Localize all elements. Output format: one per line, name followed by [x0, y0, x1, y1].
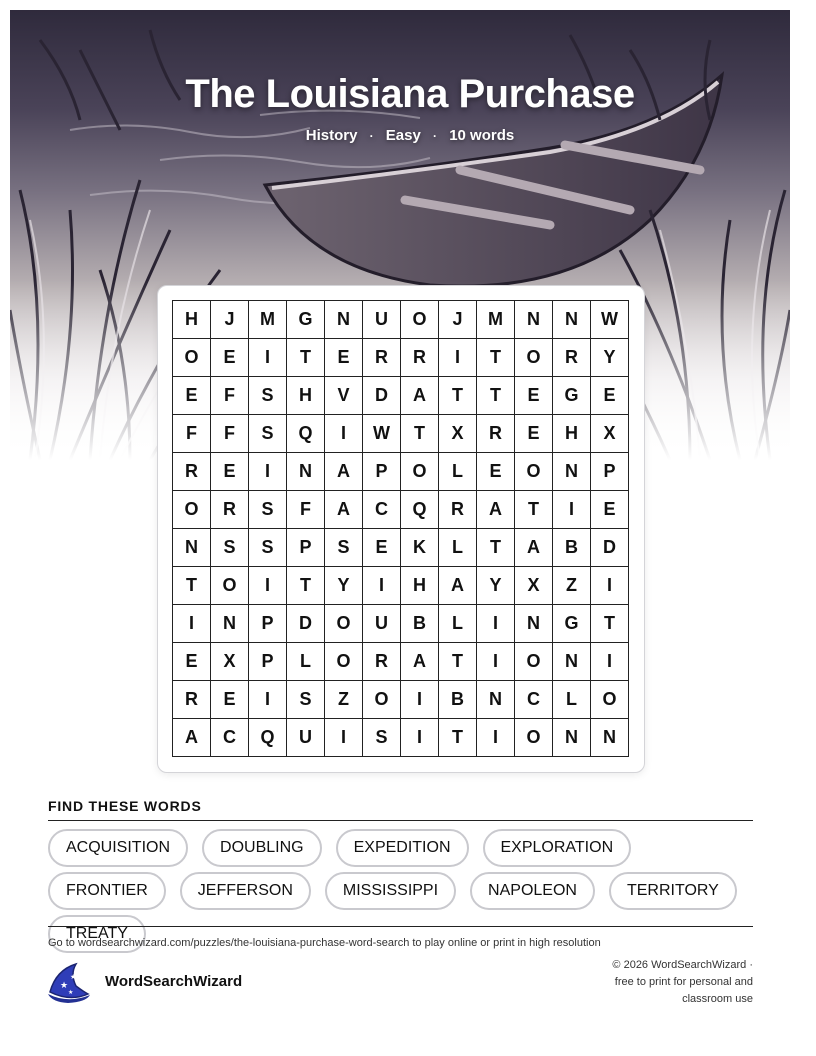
- page-title: The Louisiana Purchase: [185, 72, 635, 116]
- grid-cell[interactable]: E: [211, 453, 249, 491]
- grid-cell[interactable]: C: [363, 491, 401, 529]
- word-pill: TREATY: [48, 915, 146, 953]
- grid-cell[interactable]: I: [249, 339, 287, 377]
- svg-text:★: ★: [60, 981, 69, 991]
- puzzle-meta: [10, 127, 790, 144]
- grid-cell[interactable]: I: [477, 719, 515, 757]
- grid-cell[interactable]: O: [515, 719, 553, 757]
- grid-cell[interactable]: N: [211, 605, 249, 643]
- grid-cell[interactable]: A: [439, 567, 477, 605]
- grid-cell[interactable]: T: [401, 415, 439, 453]
- grid-cell[interactable]: E: [591, 491, 629, 529]
- grid-cell[interactable]: P: [249, 605, 287, 643]
- grid-cell[interactable]: M: [477, 301, 515, 339]
- grid-cell[interactable]: V: [325, 377, 363, 415]
- grid-cell[interactable]: S: [325, 529, 363, 567]
- grid-cell[interactable]: L: [287, 643, 325, 681]
- grid-cell[interactable]: O: [591, 681, 629, 719]
- grid-cell[interactable]: S: [249, 377, 287, 415]
- word-pill: JEFFERSON: [180, 872, 311, 910]
- grid-cell[interactable]: T: [477, 339, 515, 377]
- grid-cell[interactable]: W: [591, 301, 629, 339]
- footer-url-text: Go to wordsearchwizard.com/puzzles/the-louisiana-purchase-word-search to play online or print in high resolution: [48, 937, 601, 949]
- grid-cell[interactable]: I: [249, 453, 287, 491]
- grid-cell[interactable]: T: [591, 605, 629, 643]
- meta-separator: ·: [433, 129, 438, 143]
- grid-cell[interactable]: H: [553, 415, 591, 453]
- grid-cell[interactable]: O: [363, 681, 401, 719]
- grid-cell[interactable]: I: [325, 719, 363, 757]
- grid-cell[interactable]: O: [173, 491, 211, 529]
- grid-cell[interactable]: T: [173, 567, 211, 605]
- grid-cell[interactable]: J: [211, 301, 249, 339]
- grid-cell[interactable]: N: [553, 719, 591, 757]
- grid-cell[interactable]: B: [439, 681, 477, 719]
- grid-cell[interactable]: E: [515, 415, 553, 453]
- word-pill: EXPEDITION: [336, 829, 469, 867]
- grid-cell[interactable]: Z: [325, 681, 363, 719]
- grid-cell[interactable]: P: [287, 529, 325, 567]
- grid-cell[interactable]: N: [287, 453, 325, 491]
- grid-cell[interactable]: I: [477, 605, 515, 643]
- grid-cell[interactable]: N: [515, 301, 553, 339]
- grid-cell[interactable]: G: [553, 377, 591, 415]
- copyright-line: free to print for personal and: [614, 976, 753, 988]
- word-pill: FRONTIER: [48, 872, 166, 910]
- word-pill: MISSISSIPPI: [325, 872, 456, 910]
- grid-cell[interactable]: Y: [591, 339, 629, 377]
- grid-cell[interactable]: R: [173, 681, 211, 719]
- grid-cell[interactable]: U: [363, 605, 401, 643]
- copyright-line: © 2026 WordSearchWizard ·: [612, 959, 753, 971]
- grid-cell[interactable]: E: [591, 377, 629, 415]
- grid-cell[interactable]: O: [325, 605, 363, 643]
- grid-cell[interactable]: D: [591, 529, 629, 567]
- grid-cell[interactable]: X: [591, 415, 629, 453]
- grid-cell[interactable]: J: [439, 301, 477, 339]
- grid-cell[interactable]: R: [553, 339, 591, 377]
- grid-cell[interactable]: L: [553, 681, 591, 719]
- grid-cell[interactable]: I: [553, 491, 591, 529]
- grid-cell[interactable]: U: [363, 301, 401, 339]
- grid-cell[interactable]: L: [439, 529, 477, 567]
- letter-grid: [172, 300, 629, 757]
- word-list-section: [48, 798, 753, 953]
- grid-cell[interactable]: U: [287, 719, 325, 757]
- grid-cell[interactable]: O: [515, 453, 553, 491]
- grid-cell[interactable]: F: [287, 491, 325, 529]
- wizard-hat-icon: [46, 962, 92, 1009]
- grid-cell[interactable]: S: [249, 415, 287, 453]
- grid-cell[interactable]: H: [287, 377, 325, 415]
- grid-cell[interactable]: I: [477, 643, 515, 681]
- grid-cell[interactable]: S: [249, 529, 287, 567]
- grid-cell[interactable]: Q: [287, 415, 325, 453]
- grid-cell[interactable]: N: [553, 643, 591, 681]
- grid-cell[interactable]: K: [401, 529, 439, 567]
- grid-cell[interactable]: A: [515, 529, 553, 567]
- grid-cell[interactable]: I: [401, 719, 439, 757]
- grid-cell[interactable]: C: [515, 681, 553, 719]
- grid-cell[interactable]: T: [439, 377, 477, 415]
- grid-cell[interactable]: C: [211, 719, 249, 757]
- grid-cell[interactable]: O: [401, 301, 439, 339]
- grid-cell[interactable]: E: [325, 339, 363, 377]
- difficulty-label: Easy: [385, 127, 421, 144]
- grid-cell[interactable]: I: [249, 681, 287, 719]
- grid-cell[interactable]: S: [249, 491, 287, 529]
- grid-cell[interactable]: N: [477, 681, 515, 719]
- grid-cell[interactable]: E: [173, 377, 211, 415]
- grid-cell[interactable]: O: [401, 453, 439, 491]
- grid-cell[interactable]: I: [249, 567, 287, 605]
- grid-cell[interactable]: E: [211, 681, 249, 719]
- grid-cell[interactable]: T: [477, 377, 515, 415]
- brand-name: WordSearchWizard: [105, 973, 243, 990]
- grid-cell[interactable]: E: [363, 529, 401, 567]
- grid-cell[interactable]: O: [325, 643, 363, 681]
- word-pill: ACQUISITION: [48, 829, 188, 867]
- grid-cell[interactable]: N: [553, 301, 591, 339]
- grid-cell[interactable]: I: [591, 567, 629, 605]
- grid-cell[interactable]: E: [211, 339, 249, 377]
- grid-cell[interactable]: R: [173, 453, 211, 491]
- grid-cell[interactable]: T: [287, 567, 325, 605]
- grid-cell[interactable]: L: [439, 605, 477, 643]
- grid-cell[interactable]: H: [401, 567, 439, 605]
- grid-cell[interactable]: R: [401, 339, 439, 377]
- grid-cell[interactable]: T: [439, 643, 477, 681]
- word-list: [48, 829, 753, 953]
- grid-cell[interactable]: A: [401, 377, 439, 415]
- grid-cell[interactable]: Q: [401, 491, 439, 529]
- grid-cell[interactable]: I: [325, 415, 363, 453]
- grid-cell[interactable]: P: [363, 453, 401, 491]
- word-pill: NAPOLEON: [470, 872, 595, 910]
- grid-cell[interactable]: R: [477, 415, 515, 453]
- grid-cell[interactable]: I: [591, 643, 629, 681]
- grid-cell[interactable]: E: [173, 643, 211, 681]
- grid-cell[interactable]: Z: [553, 567, 591, 605]
- grid-cell[interactable]: R: [211, 491, 249, 529]
- grid-cell[interactable]: G: [553, 605, 591, 643]
- grid-cell[interactable]: P: [249, 643, 287, 681]
- grid-cell[interactable]: Y: [477, 567, 515, 605]
- grid-cell[interactable]: A: [325, 453, 363, 491]
- svg-text:★: ★: [70, 973, 77, 981]
- grid-cell[interactable]: S: [211, 529, 249, 567]
- grid-cell[interactable]: A: [325, 491, 363, 529]
- grid-cell[interactable]: M: [249, 301, 287, 339]
- puzzle-grid-card: [157, 285, 645, 773]
- grid-cell[interactable]: H: [173, 301, 211, 339]
- grid-cell[interactable]: G: [287, 301, 325, 339]
- hero-text: [10, 72, 790, 144]
- grid-cell[interactable]: B: [553, 529, 591, 567]
- grid-cell[interactable]: N: [173, 529, 211, 567]
- grid-cell[interactable]: T: [439, 719, 477, 757]
- grid-cell[interactable]: X: [439, 415, 477, 453]
- svg-text:★: ★: [68, 989, 74, 996]
- grid-cell[interactable]: P: [591, 453, 629, 491]
- grid-cell[interactable]: O: [211, 567, 249, 605]
- grid-cell[interactable]: A: [477, 491, 515, 529]
- copyright-notice: [553, 957, 753, 1008]
- grid-cell[interactable]: O: [515, 643, 553, 681]
- grid-cell[interactable]: R: [363, 339, 401, 377]
- grid-cell[interactable]: T: [287, 339, 325, 377]
- grid-cell[interactable]: E: [515, 377, 553, 415]
- grid-cell[interactable]: O: [173, 339, 211, 377]
- meta-separator: ·: [369, 129, 374, 143]
- word-count-label: 10 words: [449, 127, 515, 144]
- copyright-line: classroom use: [682, 993, 753, 1005]
- grid-cell[interactable]: R: [439, 491, 477, 529]
- grid-cell[interactable]: F: [211, 415, 249, 453]
- grid-cell[interactable]: X: [211, 643, 249, 681]
- grid-cell[interactable]: E: [477, 453, 515, 491]
- grid-cell[interactable]: B: [401, 605, 439, 643]
- grid-cell[interactable]: R: [363, 643, 401, 681]
- word-pill: TERRITORY: [609, 872, 737, 910]
- grid-cell[interactable]: I: [363, 567, 401, 605]
- grid-cell[interactable]: N: [515, 605, 553, 643]
- word-list-heading: FIND THESE WORDS: [48, 798, 753, 821]
- grid-cell[interactable]: X: [515, 567, 553, 605]
- grid-cell[interactable]: Q: [249, 719, 287, 757]
- grid-cell[interactable]: S: [287, 681, 325, 719]
- grid-cell[interactable]: A: [173, 719, 211, 757]
- grid-cell[interactable]: I: [401, 681, 439, 719]
- category-label: History: [305, 127, 358, 144]
- grid-cell[interactable]: F: [211, 377, 249, 415]
- grid-cell[interactable]: I: [173, 605, 211, 643]
- grid-cell[interactable]: N: [591, 719, 629, 757]
- grid-cell[interactable]: D: [287, 605, 325, 643]
- grid-cell[interactable]: I: [439, 339, 477, 377]
- grid-cell[interactable]: T: [515, 491, 553, 529]
- grid-cell[interactable]: A: [401, 643, 439, 681]
- grid-cell[interactable]: T: [477, 529, 515, 567]
- grid-cell[interactable]: Y: [325, 567, 363, 605]
- grid-cell[interactable]: D: [363, 377, 401, 415]
- word-pill: EXPLORATION: [483, 829, 632, 867]
- grid-cell[interactable]: W: [363, 415, 401, 453]
- grid-cell[interactable]: N: [553, 453, 591, 491]
- grid-cell[interactable]: F: [173, 415, 211, 453]
- grid-cell[interactable]: O: [515, 339, 553, 377]
- word-pill: DOUBLING: [202, 829, 322, 867]
- footer-divider: [48, 926, 753, 927]
- grid-cell[interactable]: N: [325, 301, 363, 339]
- grid-cell[interactable]: L: [439, 453, 477, 491]
- grid-cell[interactable]: S: [363, 719, 401, 757]
